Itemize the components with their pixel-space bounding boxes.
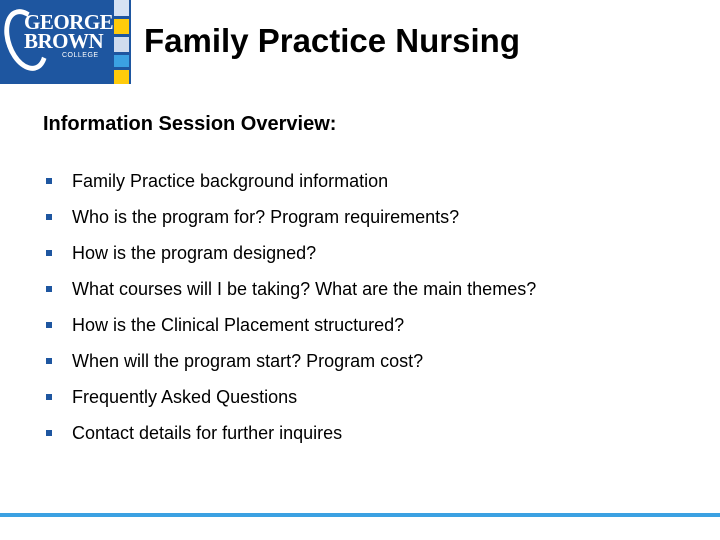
- decor-stripe: [114, 37, 129, 52]
- logo-text-college: COLLEGE: [62, 52, 99, 59]
- list-item-text: Frequently Asked Questions: [72, 387, 298, 407]
- college-logo: [0, 0, 112, 84]
- bullet-square-icon: [46, 322, 52, 328]
- page-title: Family Practice Nursing: [144, 22, 520, 59]
- list-item-text: Family Practice background information: [72, 171, 389, 191]
- list-item-text: Who is the program for? Program requirements?: [72, 207, 460, 227]
- decor-stripe: [114, 70, 129, 84]
- bullet-square-icon: [46, 394, 52, 400]
- logo-text-george: GEORGE: [24, 10, 114, 34]
- list-item: [44, 242, 536, 278]
- list-item: [44, 386, 536, 422]
- list-item: [44, 422, 536, 458]
- list-item: [44, 278, 536, 314]
- bullet-square-icon: [46, 214, 52, 220]
- list-item-text: What courses will I be taking? What are the main themes?: [72, 279, 537, 299]
- list-item: [44, 206, 536, 242]
- decor-stripe: [114, 19, 129, 34]
- decor-stripe: [114, 55, 129, 67]
- section-heading: Information Session Overview:: [43, 113, 337, 135]
- list-item: [44, 170, 536, 206]
- bullet-square-icon: [46, 250, 52, 256]
- list-item-text: How is the Clinical Placement structured?: [72, 315, 405, 335]
- list-item-text: When will the program start? Program cost?: [72, 351, 424, 371]
- bullet-square-icon: [46, 358, 52, 364]
- list-item: [44, 314, 536, 350]
- list-item-text: How is the program designed?: [72, 243, 317, 263]
- bullet-square-icon: [46, 286, 52, 292]
- decor-stripe: [114, 0, 129, 16]
- bullet-square-icon: [46, 430, 52, 436]
- header-bar: [0, 0, 720, 84]
- list-item-text: Contact details for further inquires: [72, 423, 343, 443]
- list-item: [44, 350, 536, 386]
- footer-divider: [0, 513, 720, 517]
- bullet-square-icon: [46, 178, 52, 184]
- logo-text-brown: BROWN: [24, 29, 104, 53]
- overview-list: [44, 170, 536, 458]
